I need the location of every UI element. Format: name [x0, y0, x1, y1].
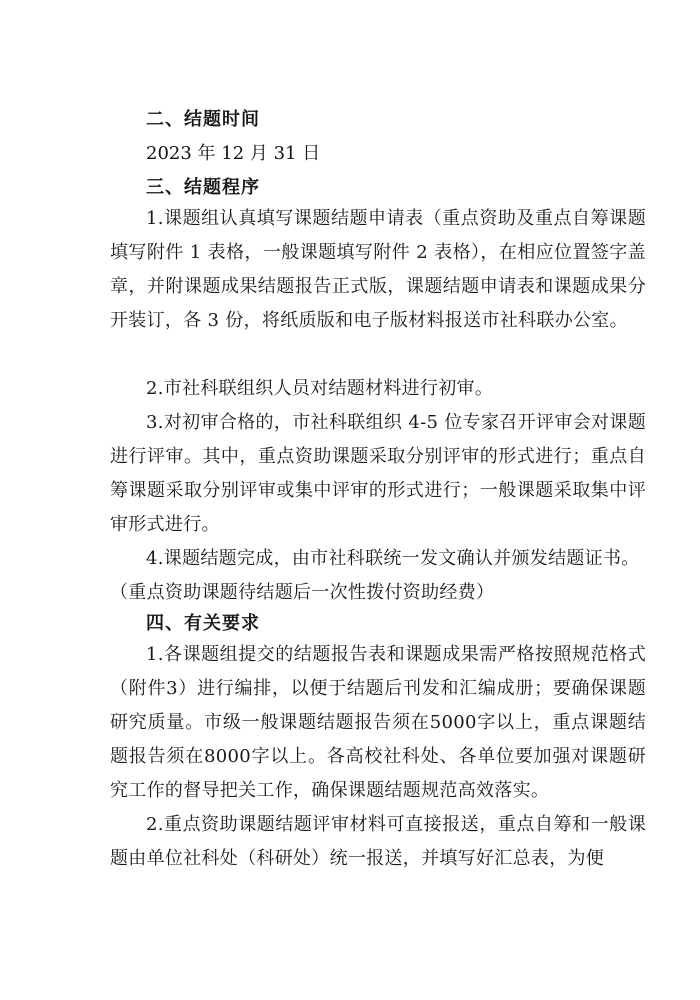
paragraph-procedure-4-note: （重点资助课题待结题后一次性拨付资助经费） [110, 582, 495, 603]
completion-date: 2023 年 12 月 31 日 [146, 143, 321, 164]
section-heading-completion-procedure: 三、结题程序 [146, 177, 260, 198]
section-heading-completion-time: 二、结题时间 [146, 109, 260, 130]
paragraph-procedure-4: 4.课题结题完成，由市社科联统一发文确认并颁发结题证书。 [146, 548, 640, 569]
paragraph-procedure-2: 2.市社科联组织人员对结题材料进行初审。 [146, 378, 494, 399]
paragraph-procedure-1: 1.课题组认真填写课题结题申请表（重点资助及重点自筹课题填写附件 1 表格，一般课题填写附件 2 表格），在相应位置签字盖章，并附课题成果结题报告正式版，课题结题申请表和课题成果分开装订，各 3 份，将纸质版和电子版材料报送市社科联办公室。 [110, 208, 646, 331]
section-heading-requirements: 四、有关要求 [146, 613, 260, 634]
paragraph-requirement-1: 1.各课题组提交的结题报告表和课题成果需严格按照规范格式（附件3）进行编排，以便于结题后刊发和汇编成册；要确保课题研究质量。市级一般课题结题报告须在5000字以上，重点课题结题报告须在8000字以上。各高校社科处、各单位要加强对课题研究工作的督导把关工作，确保课题结题规范高效落实。 [110, 644, 646, 801]
paragraph-procedure-3: 3.对初审合格的，市社科联组织 4-5 位专家召开评审会对课题进行评审。其中，重点资助课题采取分别评审的形式进行；重点自筹课题采取分别评审或集中评审的形式进行；一般课题采取集中评审形式进行。 [110, 412, 646, 535]
paragraph-requirement-2: 2.重点资助课题结题评审材料可直接报送，重点自筹和一般课题由单位社科处（科研处）统一报送，并填写好汇总表，为便 [110, 814, 646, 869]
